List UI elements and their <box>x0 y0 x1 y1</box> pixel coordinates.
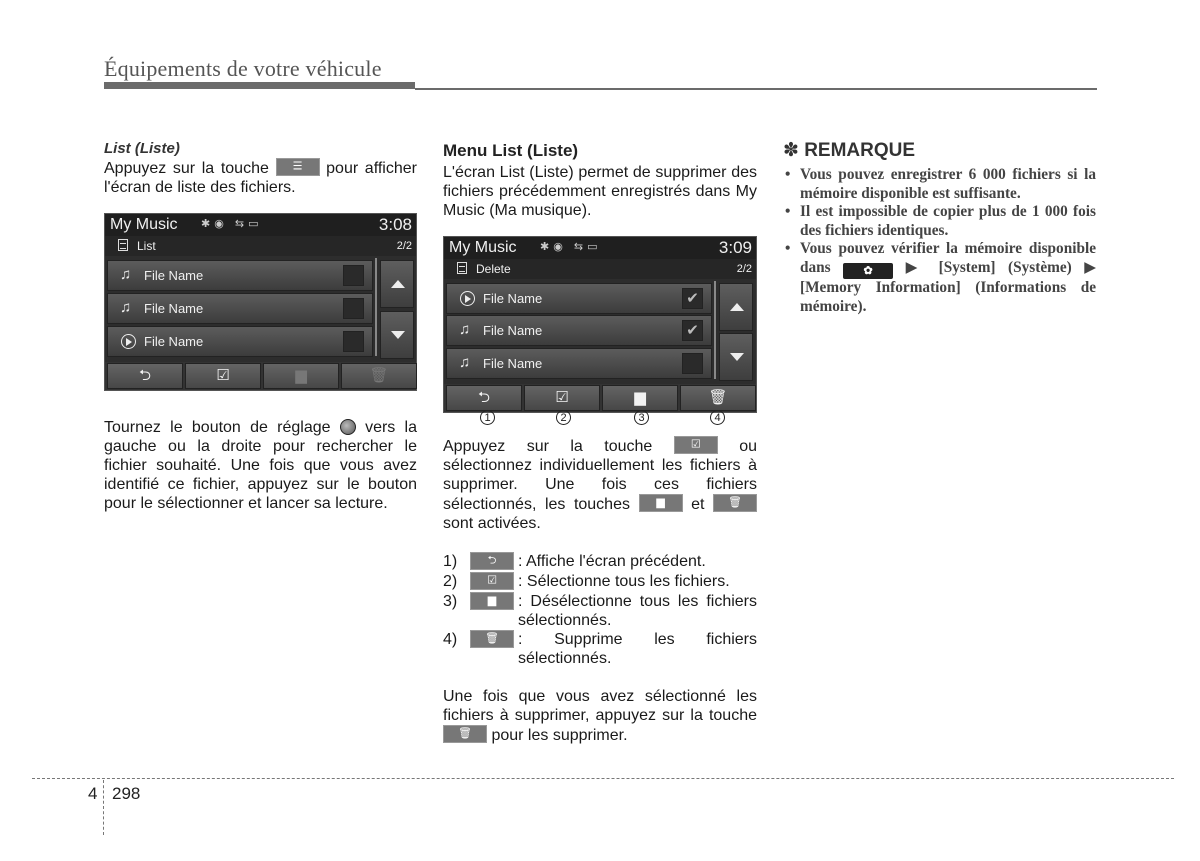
delete-button[interactable] <box>341 363 417 389</box>
text: et <box>691 496 705 513</box>
scroll-up-button[interactable] <box>719 283 753 331</box>
legend-desc: : Affiche l'écran précédent. <box>518 553 706 570</box>
legend-desc: : Désélectionne tous les fichiers sélectionnés. <box>518 593 757 629</box>
row-checkbox[interactable] <box>682 353 703 374</box>
select-all-key-icon: ☑ <box>470 572 514 590</box>
scroll-up-button[interactable] <box>380 260 414 308</box>
delete-key-icon: 🗑 <box>713 494 757 512</box>
row-checkbox[interactable] <box>343 298 364 319</box>
scroll-down-button[interactable] <box>380 311 414 359</box>
deselect-all-button[interactable] <box>263 363 339 389</box>
page-number: 298 <box>112 784 141 803</box>
arrow-down-icon <box>391 331 405 339</box>
header-rule-thick <box>104 82 415 89</box>
file-row[interactable] <box>107 326 373 357</box>
file-row[interactable] <box>107 293 373 324</box>
back-key-icon: ⮌ <box>470 552 514 570</box>
legend-num: 2) <box>443 573 458 590</box>
trash-icon: 🗑 <box>708 389 728 406</box>
column-list-lower <box>104 418 417 513</box>
remark-item <box>783 240 1096 316</box>
screen-title: My Music <box>449 239 517 256</box>
text: Tournez le bouton de réglage <box>104 419 331 436</box>
column-menu-list <box>443 140 757 220</box>
file-name-label: File Name <box>483 323 543 338</box>
chapter-number: 4 <box>88 784 98 803</box>
header-rule-thin <box>415 88 1097 90</box>
remark-item: • Vous pouvez enregistrer 6 000 fichiers si la mémoire disponible est suffisante. <box>783 166 1096 203</box>
remark-heading: ✽ REMARQUE <box>783 140 916 161</box>
file-row[interactable] <box>107 260 373 291</box>
screen-sub-bar <box>444 259 756 279</box>
remark-list <box>783 166 1096 316</box>
legend-item <box>443 592 757 630</box>
deselect-key-icon: ▆ <box>639 494 683 512</box>
list-icon <box>457 262 467 274</box>
callout-1: 1 <box>480 410 495 425</box>
file-row[interactable] <box>446 348 712 379</box>
trash-icon: 🗑 <box>369 367 389 384</box>
arrow-up-icon <box>730 303 744 311</box>
delete-key-icon: 🗑 <box>470 630 514 648</box>
legend-num: 4) <box>443 631 458 648</box>
section-heading-menu-list: Menu List (Liste) <box>443 141 579 160</box>
delete-button[interactable] <box>680 385 756 411</box>
back-button[interactable] <box>446 385 522 411</box>
legend-list <box>443 552 757 668</box>
check-box-icon: ☑ <box>216 367 230 384</box>
remark-item: • Il est impossible de copier plus de 1 000 fois des fichiers identiques. <box>783 203 1096 240</box>
legend-item <box>443 572 757 592</box>
music-note-icon: ♫ <box>120 266 132 283</box>
text: vers la gauche ou la droite pour rechercher le fichier souhaité. Une fois que vous avez identifié ce fichier, appuyez sur le bouton pour le sélectionner et lancer sa lecture. <box>104 419 418 512</box>
text: ▶ [System] (Système) ▶ [Memory Information] (Informations de mémoire). <box>800 258 1097 315</box>
select-all-key-icon: ☑ <box>674 436 718 454</box>
delete-key-icon: 🗑 <box>443 725 487 743</box>
legend-num: 3) <box>443 593 458 610</box>
paragraph-confirm-delete <box>443 687 757 745</box>
screen-my-music-list <box>104 213 417 391</box>
callout-3: 3 <box>634 410 649 425</box>
section-heading-list: List (Liste) <box>104 140 180 157</box>
screen-bottom-bar <box>105 362 416 390</box>
play-circle-icon <box>460 291 475 306</box>
tune-knob-icon <box>340 419 356 435</box>
screen-pager: 2/2 <box>736 263 752 275</box>
list-key-icon: ☰ <box>276 158 320 176</box>
screen-sub-label: List <box>137 239 156 253</box>
status-icons: ✱◉ ⇆▭ <box>201 218 263 230</box>
select-all-button[interactable] <box>524 385 600 411</box>
legend-num: 1) <box>443 553 458 570</box>
legend-desc: : Sélectionne tous les fichiers. <box>518 573 730 590</box>
paragraph-select-delete <box>443 436 757 533</box>
page-header-title: Équipements de votre véhicule <box>104 56 382 81</box>
back-icon: ⮌ <box>138 367 151 384</box>
file-name-label: File Name <box>144 301 204 316</box>
screen-my-music-delete <box>443 236 757 413</box>
check-box-icon: ☑ <box>555 389 569 406</box>
deselect-icon: ▆ <box>295 367 307 384</box>
text: sont activées. <box>443 515 541 532</box>
music-note-icon: ♫ <box>459 354 471 371</box>
screen-bottom-bar <box>444 384 756 412</box>
arrow-up-icon <box>391 280 405 288</box>
music-note-icon: ♫ <box>120 299 132 316</box>
screen-top-bar <box>105 214 416 236</box>
text: Appuyez sur la touche <box>443 438 653 455</box>
file-row[interactable] <box>446 315 712 346</box>
back-button[interactable] <box>107 363 183 389</box>
callout-4: 4 <box>710 410 725 425</box>
deselect-key-icon: ▆ <box>470 592 514 610</box>
file-name-label: File Name <box>483 291 543 306</box>
text: pour les supprimer. <box>491 727 628 744</box>
scroll-rail <box>714 281 716 379</box>
deselect-icon: ▆ <box>634 389 646 406</box>
remark-box <box>783 140 1096 316</box>
select-all-button[interactable] <box>185 363 261 389</box>
scroll-rail <box>375 258 377 356</box>
screen-top-bar <box>444 237 756 259</box>
back-icon: ⮌ <box>477 389 490 406</box>
callout-2: 2 <box>556 410 571 425</box>
row-checkbox-checked[interactable]: ✔ <box>682 288 703 309</box>
legend-item <box>443 552 757 572</box>
list-icon <box>118 239 128 251</box>
text: Vous pouvez vérifier la mémoire disponible dans <box>800 240 1096 276</box>
play-circle-icon <box>121 334 136 349</box>
file-name-label: File Name <box>144 334 204 349</box>
status-icons: ✱◉ ⇆▭ <box>540 241 602 253</box>
footer-divider <box>32 778 1174 779</box>
text: Appuyez sur la touche <box>104 160 269 177</box>
paragraph-list-intro <box>104 158 417 197</box>
legend-item <box>443 630 757 668</box>
legend-desc: : Supprime les fichiers sélectionnés. <box>518 631 757 667</box>
screen-sub-label: Delete <box>476 262 511 276</box>
column-menu-list-lower <box>443 436 757 745</box>
setup-key-icon: ✿ <box>843 263 893 279</box>
screen-title: My Music <box>110 216 178 233</box>
file-row[interactable] <box>446 283 712 314</box>
file-name-label: File Name <box>144 268 204 283</box>
paragraph-tune-knob <box>104 418 417 513</box>
row-checkbox[interactable] <box>343 331 364 352</box>
screen-clock: 3:09 <box>718 238 752 257</box>
scroll-down-button[interactable] <box>719 333 753 381</box>
footer-vertical-divider <box>103 780 104 835</box>
row-checkbox[interactable] <box>343 265 364 286</box>
screen-pager: 2/2 <box>396 240 412 252</box>
file-name-label: File Name <box>483 356 543 371</box>
deselect-all-button[interactable] <box>602 385 678 411</box>
paragraph-menu-intro: L'écran List (Liste) permet de supprimer des fichiers précédemment enregistrés dans My Music (Ma musique). <box>443 164 757 219</box>
column-list <box>104 140 417 197</box>
text: pour afficher l'écran de liste des fichiers. <box>104 160 417 196</box>
screen-sub-bar <box>105 236 416 256</box>
row-checkbox-checked[interactable]: ✔ <box>682 320 703 341</box>
text: Une fois que vous avez sélectionné les fichiers à supprimer, appuyez sur la touche <box>443 688 757 724</box>
screen-clock: 3:08 <box>378 215 412 234</box>
music-note-icon: ♫ <box>459 321 471 338</box>
arrow-down-icon <box>730 353 744 361</box>
text: ou sélectionnez individuellement les fichiers à supprimer. Une fois ces fichiers sélectionnés, les touches <box>443 438 758 513</box>
